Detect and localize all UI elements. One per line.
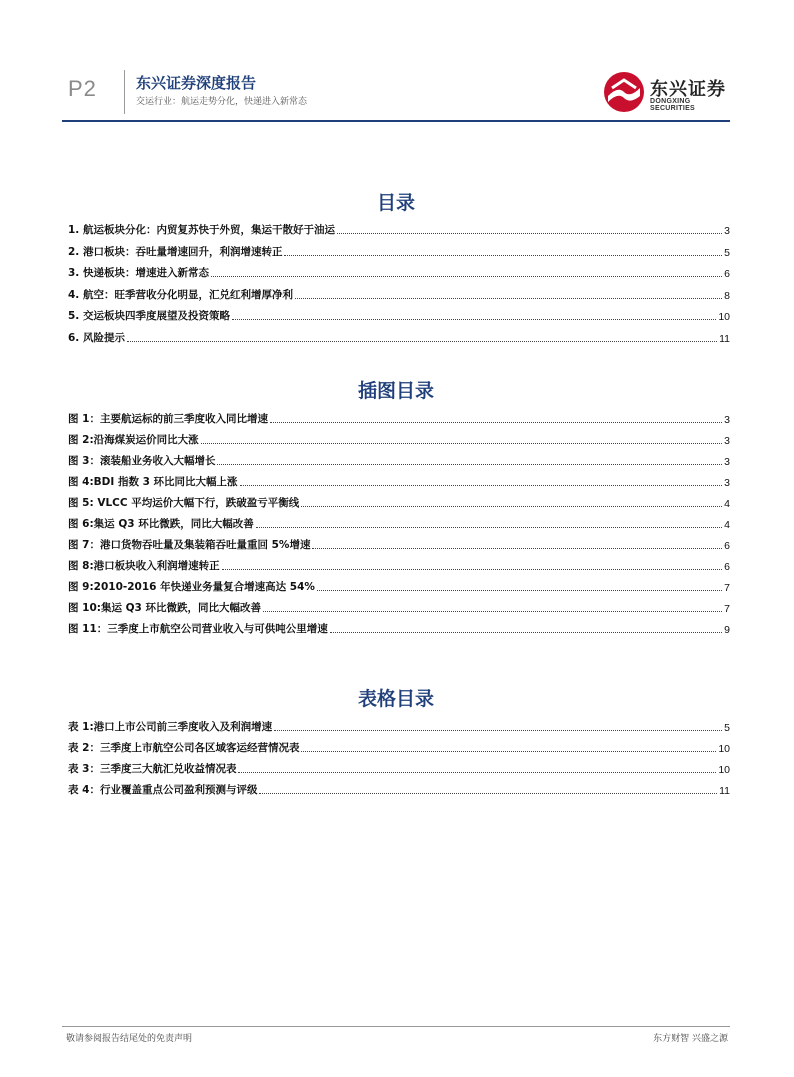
figure-entry-page: 3 [724, 456, 730, 468]
figure-entry[interactable] [68, 557, 730, 573]
dot-leader [259, 793, 717, 794]
table-entry-label: 表 1:港口上市公司前三季度收入及利润增速 [68, 721, 273, 733]
report-subtitle: 交运行业：航运走势分化，快递进入新常态 [136, 97, 308, 107]
page-header [62, 66, 730, 122]
dot-leader [284, 255, 722, 256]
figure-entry-label: 图 1：主要航运标的前三季度收入同比增速 [68, 413, 268, 425]
dot-leader [274, 730, 722, 731]
table-entry[interactable] [68, 760, 730, 776]
table-entry-label: 表 2：三季度上市航空公司各区域客运经营情况表 [68, 742, 300, 754]
toc-entry[interactable] [68, 243, 730, 259]
logo-text-en: DONGXING SECURITIES [650, 98, 696, 112]
figure-entry-label: 图 5: VLCC 平均运价大幅下行，跌破盈亏平衡线 [68, 497, 300, 509]
toc-entry-page: 3 [724, 225, 730, 237]
tables-heading: 表格目录 [357, 688, 434, 710]
figure-entry[interactable] [68, 452, 730, 468]
dot-leader [238, 772, 716, 773]
table-entry[interactable] [68, 781, 730, 797]
table-entry-label: 表 4：行业覆盖重点公司盈利预测与评级 [68, 784, 258, 796]
table-entry-page: 5 [724, 722, 730, 734]
toc-entry-label: 4. 航空：旺季营收分化明显，汇兑红利增厚净利 [68, 288, 293, 301]
figure-entry[interactable] [68, 431, 730, 447]
figure-entry-page: 3 [724, 414, 730, 426]
toc-entry[interactable] [68, 307, 730, 323]
figure-entry-label: 图 4:BDI 指数 3 环比同比大幅上涨 [68, 476, 238, 488]
figure-entry[interactable] [68, 536, 730, 552]
logo-mark-icon [602, 70, 646, 114]
table-entry-page: 10 [718, 743, 730, 755]
figure-entry-page: 3 [724, 477, 730, 489]
dot-leader [201, 443, 722, 444]
figure-entry-page: 9 [724, 624, 730, 636]
figure-entry-label: 图 10:集运 Q3 环比微跌，同比大幅改善 [68, 602, 262, 614]
dot-leader [330, 632, 722, 633]
dot-leader [256, 527, 722, 528]
dot-leader [301, 751, 716, 752]
toc-entry[interactable] [68, 329, 730, 345]
logo-text-cn: 东兴证券 [650, 79, 726, 100]
dot-leader [240, 485, 723, 486]
dot-leader [270, 422, 722, 423]
toc-entry-label: 6. 风险提示 [68, 331, 125, 344]
toc-entry-label: 5. 交运板块四季度展望及投资策略 [68, 310, 230, 322]
toc-entry-page: 11 [719, 332, 730, 345]
dot-leader [317, 590, 722, 591]
table-entry[interactable] [68, 718, 730, 734]
dot-leader [295, 298, 722, 299]
dot-leader [337, 233, 722, 234]
table-entry[interactable] [68, 739, 730, 755]
toc-entry-page: 8 [724, 289, 730, 302]
figure-entry-page: 7 [724, 603, 730, 615]
figures-heading: 插图目录 [357, 380, 434, 402]
dot-leader [263, 611, 722, 612]
header-divider [124, 70, 125, 114]
figure-entry-label: 图 2:沿海煤炭运价同比大涨 [68, 434, 199, 446]
figure-entry-label: 图 6:集运 Q3 环比微跌，同比大幅改善 [68, 518, 254, 530]
report-title: 东兴证券深度报告 [136, 74, 257, 92]
figure-entry[interactable] [68, 599, 730, 615]
dot-leader [222, 569, 722, 570]
table-entry-page: 10 [718, 764, 730, 776]
company-logo [600, 68, 730, 116]
toc-entry[interactable] [68, 264, 730, 280]
figure-entry[interactable] [68, 620, 730, 636]
toc-entry[interactable] [68, 221, 730, 237]
toc-entry-page: 5 [724, 246, 730, 259]
figure-entry[interactable] [68, 494, 730, 510]
page-number: P2 [68, 76, 97, 101]
dot-leader [211, 276, 722, 277]
toc-heading: 目录 [376, 192, 415, 214]
figure-entry-page: 4 [724, 519, 730, 531]
figure-entry[interactable] [68, 578, 730, 594]
dot-leader [301, 506, 722, 507]
toc-entry[interactable] [68, 286, 730, 302]
header-rule [62, 120, 730, 122]
figure-entry-page: 6 [724, 540, 730, 552]
table-entry-label: 表 3：三季度三大航汇兑收益情况表 [68, 763, 237, 775]
table-entry-page: 11 [719, 785, 730, 797]
toc-entry-label: 2. 港口板块：吞吐量增速回升，利润增速转正 [68, 245, 283, 258]
footer-disclaimer: 敬请参阅报告结尾处的免责声明 [66, 1034, 193, 1044]
figure-entry-label: 图 8:港口板块收入利润增速转正 [68, 560, 220, 572]
figure-entry-label: 图 7：港口货物吞吐量及集装箱吞吐量重回 5%增速 [68, 539, 311, 551]
figure-entry-page: 4 [724, 498, 730, 510]
footer-rule [62, 1026, 730, 1027]
figure-entry[interactable] [68, 410, 730, 426]
figure-entry-page: 3 [724, 435, 730, 447]
toc-entry-label: 1. 航运板块分化：内贸复苏快于外贸，集运干散好于油运 [68, 224, 335, 236]
dot-leader [312, 548, 722, 549]
toc-entry-page: 10 [718, 311, 730, 323]
figure-entry-label: 图 9:2010-2016 年快递业务量复合增速高达 54% [68, 581, 315, 593]
toc-entry-label: 3. 快递板块：增速进入新常态 [68, 267, 209, 279]
dot-leader [217, 464, 722, 465]
figure-entry-page: 6 [724, 561, 730, 573]
dot-leader [232, 319, 716, 320]
dot-leader [127, 341, 717, 342]
figure-entry[interactable] [68, 473, 730, 489]
footer-slogan: 东方财智 兴盛之源 [653, 1034, 728, 1044]
figure-entry[interactable] [68, 515, 730, 531]
figure-entry-label: 图 11：三季度上市航空公司营业收入与可供吨公里增速 [68, 623, 328, 635]
figure-entry-page: 7 [724, 582, 730, 594]
figure-entry-label: 图 3：滚装船业务收入大幅增长 [68, 455, 216, 467]
toc-entry-page: 6 [724, 268, 730, 280]
